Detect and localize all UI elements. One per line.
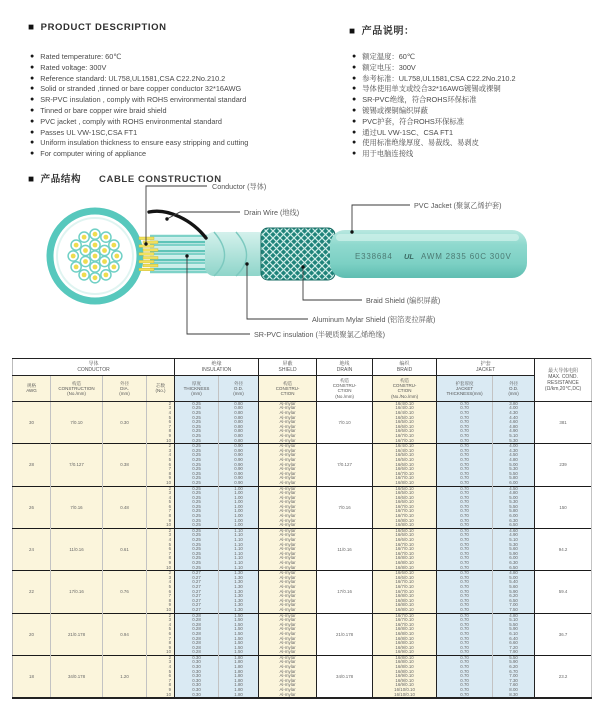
table-cell-ins_thickness: 0.25 0.25 0.25 0.25 0.25 0.25 0.25 0.25 0.25 xyxy=(175,401,219,443)
table-cell-ins_od: 1.10 1.10 1.10 1.10 1.10 1.10 1.10 1.10 1.10 xyxy=(219,528,259,570)
bullet-icon: ● xyxy=(352,128,357,136)
table-cell-construction: 7/0.16 xyxy=(51,486,103,528)
drain-wire xyxy=(149,211,206,238)
table-cell-dia: 0.38 xyxy=(103,444,147,486)
table-cell-cores: 2 3 4 5 6 7 8 9 10 xyxy=(147,571,175,613)
bullet-icon: ● xyxy=(30,139,35,147)
table-cell-awg: 24 xyxy=(13,528,51,570)
bullet-icon: ● xyxy=(352,85,357,93)
product-notes-cn-list xyxy=(352,52,516,160)
table-cell-resistance: 23.2 xyxy=(535,655,592,698)
table-column-header: 外径 O.D. (mm) xyxy=(219,376,259,402)
table-row xyxy=(13,655,592,698)
table-cell-cores: 2 3 4 5 6 7 8 9 10 xyxy=(147,486,175,528)
table-column-header: 规格 AWG xyxy=(13,376,51,402)
list-item: ● Uniform insulation thickness to ensure easy stripping and cutting xyxy=(30,138,249,148)
table-cell-braid: 16/5/0.10 16/6/0.10 16/6/0.10 16/7/0.10 16/7/0.10 16/7/0.10 16/8/0.10 16/8/0.10 16/8/0.10 xyxy=(373,528,437,570)
table-cell-shield: Al-mylar Al-mylar Al-mylar Al-mylar Al-mylar Al-mylar Al-mylar Al-mylar Al-mylar xyxy=(259,571,317,613)
table-cell-cores: 2 3 4 5 6 7 8 9 10 xyxy=(147,401,175,443)
list-item: ● Rated temperature: 60℃ xyxy=(30,52,122,61)
table-cell-braid: 16/8/0.10 16/8/0.10 16/8/0.10 16/8/0.10 16/9/0.10 16/9/0.10 16/9/0.10 16/10/0.10 16/10/0.10 xyxy=(373,655,437,698)
table-cell-awg: 26 xyxy=(13,486,51,528)
table-cell-ins_od: 1.80 1.80 1.80 1.80 1.80 1.80 1.80 1.80 1.80 xyxy=(219,655,259,698)
table-group-header: 导体 CONDUCTOR xyxy=(13,359,175,376)
table-row xyxy=(13,528,592,570)
table-cell-awg: 20 xyxy=(13,613,51,655)
table-group-header: 屏蔽 SHIELD xyxy=(259,359,317,376)
label-sr-pvc-insulation: SR-PVC insulation (半硬质聚氯乙烯绝缘) xyxy=(254,330,385,339)
table-cell-drain: 7/0.127 xyxy=(317,444,373,486)
table-cell-ins_thickness: 0.30 0.30 0.30 0.30 0.30 0.30 0.30 0.30 0.30 xyxy=(175,655,219,698)
table-cell-dia: 1.20 xyxy=(103,655,147,698)
label-drain-wire: Drain Wire (地线) xyxy=(244,208,300,217)
list-item: ● 镀锡或裸铜编织屏蔽 xyxy=(352,105,428,115)
table-cell-ins_od: 0.90 0.90 0.90 0.90 0.90 0.90 0.90 0.90 0.90 xyxy=(219,444,259,486)
square-bullet-icon: ■ xyxy=(28,174,35,185)
bullet-icon: ● xyxy=(30,106,35,114)
table-cell-dia: 0.30 xyxy=(103,401,147,443)
table-cell-construction: 21/0.178 xyxy=(51,613,103,655)
bullet-icon: ● xyxy=(352,117,357,125)
table-cell-drain: 7/0.10 xyxy=(317,401,373,443)
table-row xyxy=(13,444,592,486)
table-cell-cores: 2 3 4 5 6 7 8 9 10 xyxy=(147,528,175,570)
table-row xyxy=(13,486,592,528)
table-cell-awg: 22 xyxy=(13,571,51,613)
table-cell-ins_thickness: 0.25 0.25 0.25 0.25 0.25 0.25 0.25 0.25 0.25 xyxy=(175,486,219,528)
bullet-icon: ● xyxy=(352,53,357,60)
table-cell-braid: 16/6/0.10 16/6/0.10 16/7/0.10 16/7/0.10 16/7/0.10 16/8/0.10 16/8/0.10 16/8/0.10 16/8/0.10 xyxy=(373,571,437,613)
product-notes-cn-heading xyxy=(349,22,415,37)
table-cell-braid: 16/4/0.10 16/4/0.10 16/4/0.10 16/5/0.10 16/5/0.10 16/6/0.10 16/6/0.10 16/7/0.10 16/7/0.10 xyxy=(373,401,437,443)
section-title-en: CABLE CONSTRUCTION xyxy=(99,174,222,185)
table-cell-jacket_thickness: 0.70 0.70 0.70 0.70 0.70 0.70 0.70 0.70 0.70 xyxy=(437,444,493,486)
bullet-icon: ● xyxy=(352,63,357,71)
table-cell-resistance: 381 xyxy=(535,401,592,443)
table-column-header: 厚度 THICKNESS (mm) xyxy=(175,376,219,402)
table-cell-braid: 16/7/0.10 16/7/0.10 16/7/0.10 16/8/0.10 16/8/0.10 16/8/0.10 16/8/0.10 16/9/0.10 16/9/0.10 xyxy=(373,613,437,655)
list-item: ● 参考标准：UL758,UL1581,CSA C22.2No.210.2 xyxy=(352,73,516,83)
table-column-header: 构造 CONSTRUCTION (No./mm) xyxy=(51,376,103,402)
table-cell-jacket_od: 4.00 4.30 4.50 4.80 5.00 5.30 5.50 5.80 6.00 xyxy=(493,444,535,486)
list-item: ● PVC jacket , comply with ROHS environmental standard xyxy=(30,116,222,126)
bullet-icon: ● xyxy=(352,150,357,158)
table-cell-shield: Al-mylar Al-mylar Al-mylar Al-mylar Al-mylar Al-mylar Al-mylar Al-mylar Al-mylar xyxy=(259,655,317,698)
table-cell-construction: 17/0.16 xyxy=(51,571,103,613)
bullet-icon: ● xyxy=(30,85,35,93)
square-bullet-icon: ■ xyxy=(28,22,35,33)
table-column-header: 外径 DIA. (mm) xyxy=(103,376,147,402)
list-item: ● 用于电脑连接线 xyxy=(352,149,414,159)
table-cell-construction: 34/0.178 xyxy=(51,655,103,698)
jacket-print-style: AWM 2835 60C 300V xyxy=(421,252,512,261)
spec-table xyxy=(12,358,592,699)
table-cell-construction: 11/0.16 xyxy=(51,528,103,570)
list-item: ● SR-PVC绝缘，符合ROHS环保标准 xyxy=(352,95,477,105)
list-item: ● 通过UL VW-1SC、CSA FT1 xyxy=(352,127,454,137)
table-cell-braid: 16/5/0.10 16/5/0.10 16/6/0.10 16/6/0.10 16/7/0.10 16/7/0.10 16/7/0.10 16/8/0.10 16/8/0.10 xyxy=(373,486,437,528)
table-cell-construction: 7/0.127 xyxy=(51,444,103,486)
table-cell-shield: Al-mylar Al-mylar Al-mylar Al-mylar Al-mylar Al-mylar Al-mylar Al-mylar Al-mylar xyxy=(259,444,317,486)
table-cell-jacket_thickness: 0.70 0.70 0.70 0.70 0.70 0.70 0.70 0.70 0.70 xyxy=(437,655,493,698)
product-description-list xyxy=(30,52,248,160)
bullet-icon: ● xyxy=(352,96,357,104)
table-cell-jacket_thickness: 0.70 0.70 0.70 0.70 0.70 0.70 0.70 0.70 0.70 xyxy=(437,571,493,613)
bullet-icon: ● xyxy=(30,96,35,104)
table-cell-awg: 30 xyxy=(13,401,51,443)
label-pvc-jacket: PVC Jacket (聚氯乙烯护套) xyxy=(414,201,502,210)
braid-shield-section xyxy=(261,228,335,280)
table-cell-jacket_od: 5.50 5.90 6.20 6.70 7.00 7.30 7.60 8.00 8.30 xyxy=(493,655,535,698)
cable-side-view xyxy=(139,211,527,280)
table-cell-jacket_thickness: 0.70 0.70 0.70 0.70 0.70 0.70 0.70 0.70 0.70 xyxy=(437,486,493,528)
table-cell-ins_thickness: 0.25 0.25 0.25 0.25 0.25 0.25 0.25 0.25 0.25 xyxy=(175,528,219,570)
table-cell-drain: 21/0.178 xyxy=(317,613,373,655)
bullet-icon: ● xyxy=(352,106,357,114)
table-cell-cores: 2 3 4 5 6 7 8 9 10 xyxy=(147,613,175,655)
list-item: ● For computer wiring of appliance xyxy=(30,149,147,159)
list-item: ● Tinned or bare copper wire braid shield xyxy=(30,105,167,115)
aluminum-mylar-wrap xyxy=(205,232,267,276)
table-cell-resistance: 239 xyxy=(535,444,592,486)
table-cell-ins_thickness: 0.27 0.27 0.27 0.27 0.27 0.27 0.27 0.27 0.27 xyxy=(175,571,219,613)
table-group-header: 护套 JACKET xyxy=(437,359,535,376)
list-item: ● Passes UL VW-1SC,CSA FT1 xyxy=(30,127,138,137)
ul-mark-icon: UL xyxy=(404,252,414,261)
list-item: ● SR-PVC insulation , comply with ROHS environmental standard xyxy=(30,95,247,105)
table-cell-jacket_od: 3.80 4.00 4.30 4.40 4.60 4.80 4.90 5.10 5.30 xyxy=(493,401,535,443)
table-cell-jacket_thickness: 0.70 0.70 0.70 0.70 0.70 0.70 0.70 0.70 0.70 xyxy=(437,613,493,655)
list-item: ● Solid or stranded ,tinned or bare copper conductor 32*16AWG xyxy=(30,84,242,94)
table-cell-awg: 18 xyxy=(13,655,51,698)
table-column-header: 芯数 (No.) xyxy=(147,376,175,402)
table-cell-ins_thickness: 0.28 0.28 0.28 0.28 0.28 0.28 0.28 0.28 0.28 xyxy=(175,613,219,655)
bullet-icon: ● xyxy=(352,74,357,82)
table-cell-ins_od: 1.30 1.30 1.30 1.30 1.30 1.30 1.30 1.30 1.30 xyxy=(219,571,259,613)
section-title: PRODUCT DESCRIPTION xyxy=(40,22,167,33)
table-cell-jacket_od: 4.60 4.90 5.10 5.30 5.60 5.90 6.00 6.30 6.50 xyxy=(493,528,535,570)
table-cell-jacket_od: 4.80 5.10 5.50 5.90 6.10 6.40 6.60 7.20 7.90 xyxy=(493,613,535,655)
table-cell-ins_od: 1.00 1.00 1.00 1.00 1.00 1.00 1.00 1.00 1.00 xyxy=(219,486,259,528)
cable-cross-section xyxy=(50,211,140,301)
list-item: ● PVC护套，符合ROHS环保标准 xyxy=(352,116,464,126)
table-cell-ins_thickness: 0.25 0.25 0.25 0.25 0.25 0.25 0.25 0.25 0.25 xyxy=(175,444,219,486)
table-column-header: 构造 CONSTRU- CTION xyxy=(259,376,317,402)
bullet-icon: ● xyxy=(30,128,35,136)
bullet-icon: ● xyxy=(30,117,35,125)
table-cell-drain: 34/0.178 xyxy=(317,655,373,698)
table-cell-resistance: 59.4 xyxy=(535,571,592,613)
bullet-icon: ● xyxy=(30,53,35,60)
table-cell-drain: 17/0.16 xyxy=(317,571,373,613)
label-braid-shield: Braid Shield (编织屏蔽) xyxy=(366,296,441,305)
list-item: ● Rated voltage: 300V xyxy=(30,62,107,72)
table-cell-cores: 2 3 4 5 6 7 8 9 10 xyxy=(147,444,175,486)
table-cell-cores: 2 3 4 5 6 7 8 9 10 xyxy=(147,655,175,698)
table-cell-awg: 28 xyxy=(13,444,51,486)
table-group-header: 编织 BRAID xyxy=(373,359,437,376)
bullet-icon: ● xyxy=(30,74,35,82)
table-row xyxy=(13,571,592,613)
table-cell-resistance: 150 xyxy=(535,486,592,528)
table-cell-ins_od: 1.50 1.50 1.50 1.50 1.50 1.50 1.50 1.50 1.50 xyxy=(219,613,259,655)
table-header-max-resistance: 最大导体电阻 MAX. COND. RESISTANCE (Ω/km,20℃,DC) xyxy=(535,359,592,402)
table-column-header: 外径 O.D. (mm) xyxy=(493,376,535,402)
jacket-highlight xyxy=(336,234,519,241)
product-description-heading xyxy=(28,22,167,33)
table-cell-braid: 16/4/0.10 16/4/0.10 16/5/0.10 16/5/0.10 16/6/0.10 16/6/0.10 16/7/0.10 16/7/0.10 16/8/0.10 xyxy=(373,444,437,486)
list-item: ● 额定温度：60℃ xyxy=(352,52,416,61)
list-item: ● 额定电压：300V xyxy=(352,62,416,72)
list-item: ● 使用标准绝缘厚度、易裁线、易剥皮 xyxy=(352,138,479,148)
label-aluminum-mylar-shield: Aluminum Mylar Shield (铝箔麦拉屏蔽) xyxy=(312,315,436,324)
table-cell-resistance: 94.2 xyxy=(535,528,592,570)
table-group-header: 地线 DRAIN xyxy=(317,359,373,376)
label-conductor: Conductor (导体) xyxy=(212,182,267,191)
table-cell-dia: 0.48 xyxy=(103,486,147,528)
table-cell-drain: 7/0.16 xyxy=(317,486,373,528)
table-cell-jacket_thickness: 0.70 0.70 0.70 0.70 0.70 0.70 0.70 0.70 0.70 xyxy=(437,401,493,443)
table-column-header: 构造 CONSTRU- CTION (No./No./mm) xyxy=(373,376,437,402)
table-cell-jacket_od: 4.80 5.00 5.40 5.60 5.90 6.20 6.50 7.00 7.50 xyxy=(493,571,535,613)
list-item: ● 导体使用单支或绞合32*16AWG镀锡或裸铜 xyxy=(352,84,501,94)
table-cell-drain: 11/0.16 xyxy=(317,528,373,570)
square-bullet-icon: ■ xyxy=(349,26,356,37)
section-title: 产品说明： xyxy=(361,26,415,37)
table-cell-ins_od: 0.80 0.80 0.80 0.80 0.80 0.80 0.80 0.80 0.80 xyxy=(219,401,259,443)
section-title-cn: 产品结构 xyxy=(40,174,82,185)
table-cell-shield: Al-mylar Al-mylar Al-mylar Al-mylar Al-mylar Al-mylar Al-mylar Al-mylar Al-mylar xyxy=(259,613,317,655)
table-cell-jacket_thickness: 0.70 0.70 0.70 0.70 0.70 0.70 0.70 0.70 0.70 xyxy=(437,528,493,570)
specification-table-container xyxy=(12,358,591,699)
table-group-header: 绝缘 INSULATION xyxy=(175,359,259,376)
bullet-icon: ● xyxy=(30,63,35,71)
jacket-print-approval-number: E338684 xyxy=(355,252,393,261)
table-cell-shield: Al-mylar Al-mylar Al-mylar Al-mylar Al-mylar Al-mylar Al-mylar Al-mylar Al-mylar xyxy=(259,528,317,570)
table-column-header: 构造 CONSTRU- CTION (No./mm) xyxy=(317,376,373,402)
bullet-icon: ● xyxy=(30,150,35,158)
table-cell-dia: 0.94 xyxy=(103,613,147,655)
table-cell-shield: Al-mylar Al-mylar Al-mylar Al-mylar Al-mylar Al-mylar Al-mylar Al-mylar Al-mylar xyxy=(259,486,317,528)
table-cell-shield: Al-mylar Al-mylar Al-mylar Al-mylar Al-mylar Al-mylar Al-mylar Al-mylar Al-mylar xyxy=(259,401,317,443)
bullet-icon: ● xyxy=(352,139,357,147)
table-cell-construction: 7/0.10 xyxy=(51,401,103,443)
table-cell-jacket_od: 4.50 4.80 5.00 5.30 5.50 5.80 6.00 6.30 6.50 xyxy=(493,486,535,528)
list-item: ● Reference standard: UL758,UL1581,CSA C22.2No.210.2 xyxy=(30,73,226,83)
table-cell-resistance: 36.7 xyxy=(535,613,592,655)
cable-diagram xyxy=(0,168,603,358)
table-cell-dia: 0.61 xyxy=(103,528,147,570)
table-column-header: 护套厚度 JACKET THICKNESS(mm) xyxy=(437,376,493,402)
table-row xyxy=(13,613,592,655)
table-row xyxy=(13,401,592,443)
table-cell-dia: 0.76 xyxy=(103,571,147,613)
